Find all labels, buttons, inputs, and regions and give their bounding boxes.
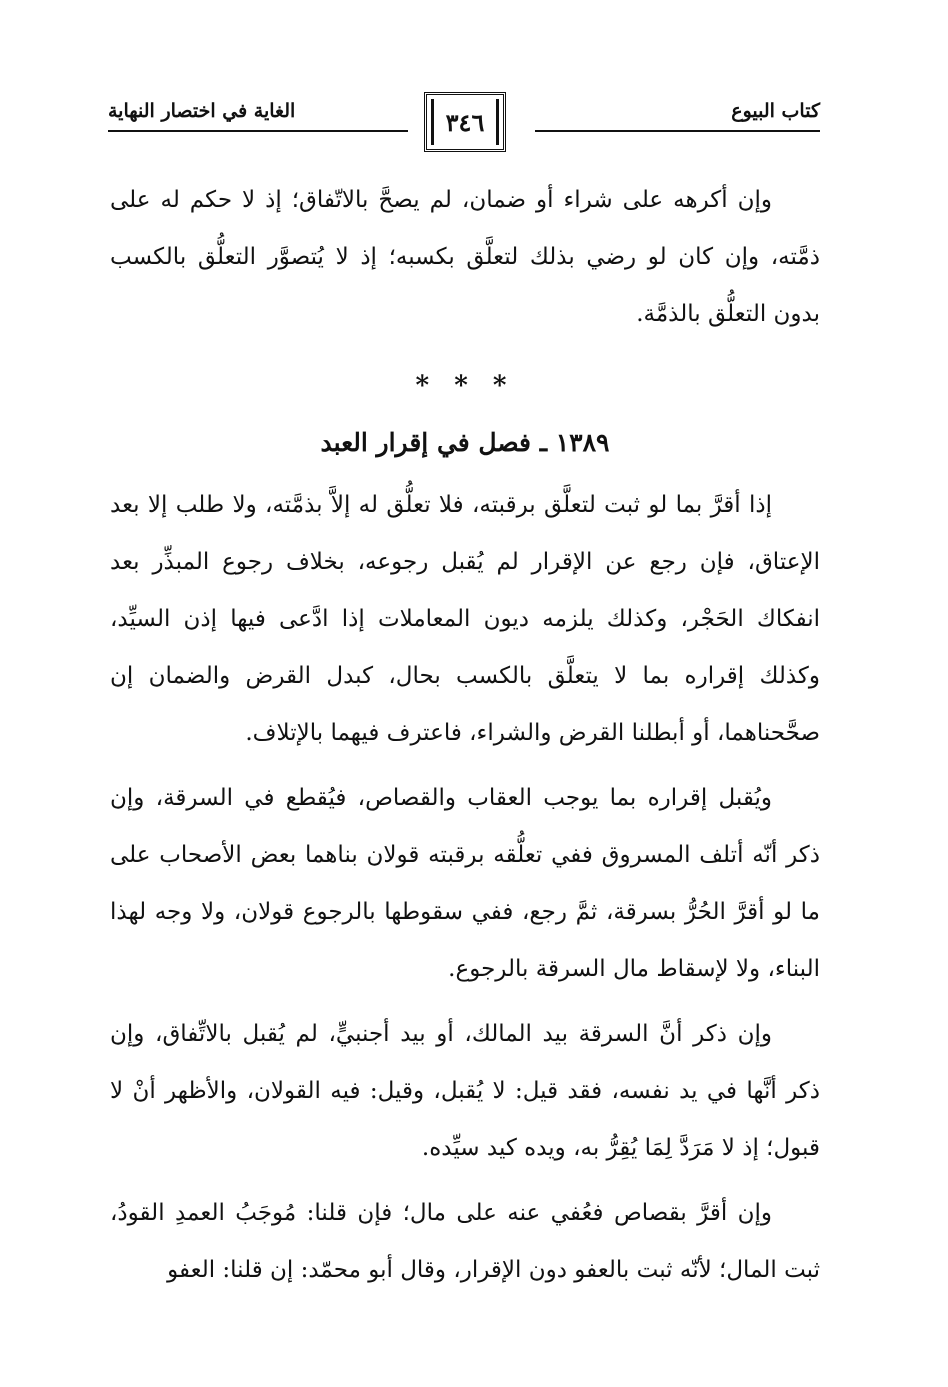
paragraph: وإن أقرَّ بقصاص فعُفي عنه على مال؛ فإن قلنا: مُوجَبُ العمدِ القودُ، ثبت المال؛ لأنّه ثبت بالعفو دون الإقرار، وقال أبو محمّد: إن قلنا: العفو: [110, 1200, 820, 1283]
running-title-left: الغاية في اختصار النهاية: [108, 100, 296, 122]
intro-paragraph: وإن أكرهه على شراء أو ضمان، لم يصحَّ بالاتّفاق؛ إذ لا حكم له على ذمَّته، وإن كان لو رضي بذلك لتعلَّق بكسبه؛ إذ لا يُتصوَّر التعلُّق بالكسب بدون التعلُّق بالذمَّة.: [110, 187, 820, 327]
page-body: [110, 172, 820, 1299]
section-heading: ١٣٨٩ ـ فصل في إقرار العبد: [320, 428, 610, 457]
section-separator: * * *: [415, 371, 515, 401]
page-header: [108, 92, 820, 154]
running-title-right: كتاب البيوع: [731, 100, 820, 122]
header-rule-right: [535, 130, 820, 132]
header-rule-left: [108, 130, 408, 132]
paragraph: ويُقبل إقراره بما يوجب العقاب والقصاص، فيُقطع في السرقة، وإن ذكر أنّه أتلف المسروق ففي تعلُّقه برقبته قولان بناهما بعض الأصحاب على ما لو أقرَّ الحُرُّ بسرقة، ثمَّ رجع، ففي سقوطها بالرجوع قولان، ولا وجه لهذا البناء، ولا لإسقاط مال السرقة بالرجوع.: [110, 785, 820, 982]
paragraph: إذا أقرَّ بما لو ثبت لتعلَّق برقبته، فلا تعلُّق له إلاَّ بذمَّته، ولا طلب إلا بعد الإعتاق، فإن رجع عن الإقرار لم يُقبل رجوعه، بخلاف رجوع المبذِّر بعد انفكاك الحَجْر، وكذلك يلزمه ديون المعاملات إذا ادَّعى فيها إذن السيِّد، وكذلك إقراره بما لا يتعلَّق بالكسب بحال، كبدل القرض والضمان إن صحَّحناهما، أو أبطلنا القرض والشراء، فاعترف فيهما بالإتلاف.: [110, 492, 820, 746]
paragraph: وإن ذكر أنَّ السرقة بيد المالك، أو بيد أجنبيٍّ، لم يُقبل بالاتِّفاق، وإن ذكر أنَّها في يد نفسه، فقد قيل: لا يُقبل، وقيل: فيه القولان، والأظهر أنْ لا قبول؛ إذ لا مَرَدَّ لِمَا يُقِرُّ به، ويده كيد سيِّده.: [110, 1021, 820, 1161]
page-number: ٣٤٦: [445, 107, 485, 137]
page-number-frame: [424, 92, 506, 152]
